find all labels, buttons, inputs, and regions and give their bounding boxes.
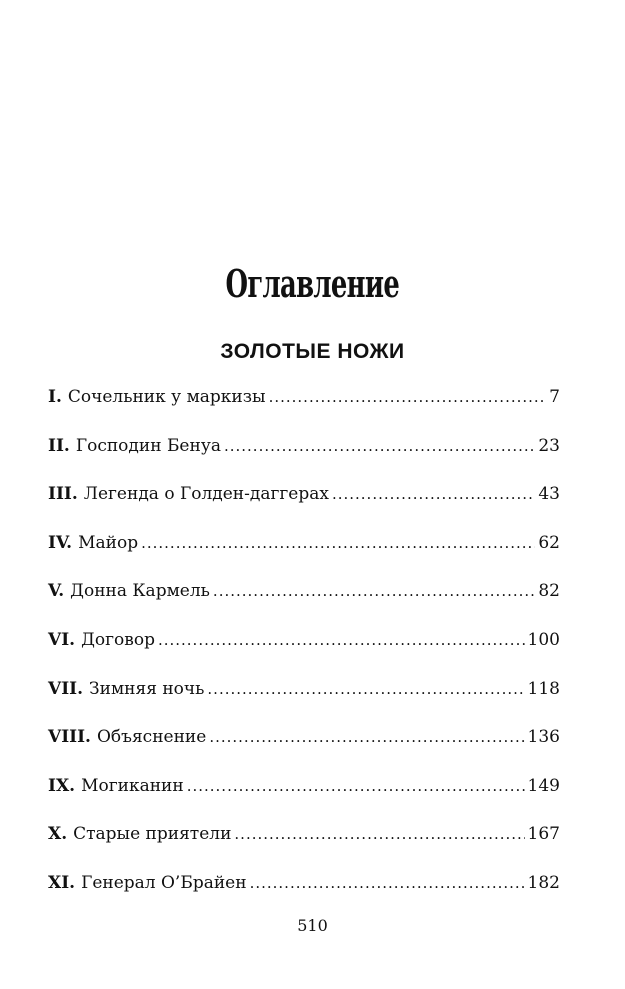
section-title: ЗОЛОТЫЕ НОЖИ	[220, 340, 405, 363]
dot-leader	[158, 624, 525, 656]
dot-leader	[187, 770, 525, 802]
chapter-page: 182	[527, 872, 560, 893]
chapter-title: Объяснение	[96, 727, 207, 748]
dot-leader	[141, 527, 535, 559]
chapter-title: Сочельник у маркизы	[67, 387, 266, 407]
chapter-number: II.	[48, 435, 70, 456]
chapter-page: 136	[527, 727, 560, 748]
chapter-number: XI.	[48, 872, 76, 893]
toc-entry[interactable]	[48, 673, 560, 722]
chapter-number: IV.	[48, 532, 73, 553]
chapter-page: 149	[527, 775, 560, 796]
toc-entry[interactable]	[48, 624, 560, 673]
chapter-number: I.	[48, 387, 62, 407]
page-title: Оглавление	[225, 261, 400, 306]
dot-leader	[213, 575, 535, 607]
chapter-page: 167	[527, 824, 560, 845]
chapter-page: 100	[527, 629, 560, 650]
toc-entry[interactable]	[48, 818, 560, 867]
dot-leader	[207, 673, 524, 705]
chapter-number: III.	[48, 484, 78, 505]
chapter-number: VI.	[48, 629, 76, 650]
chapter-number: X.	[48, 824, 68, 845]
toc-entry[interactable]	[48, 527, 560, 576]
dot-leader	[269, 381, 547, 413]
toc-entry[interactable]	[48, 478, 560, 527]
chapter-title: Договор	[81, 629, 155, 650]
toc-entry[interactable]	[48, 721, 560, 770]
chapter-title: Легенда о Голден-даггерах	[83, 484, 329, 505]
dot-leader	[332, 478, 535, 510]
chapter-page: 23	[538, 435, 560, 456]
chapter-title: Старые приятели	[73, 824, 232, 845]
dot-leader	[224, 430, 535, 462]
chapter-title: Донна Кармель	[70, 581, 210, 602]
toc-entry[interactable]	[48, 381, 560, 430]
chapter-page: 82	[538, 581, 560, 602]
toc-entry[interactable]	[48, 770, 560, 819]
chapter-title: Генерал О’Брайен	[81, 872, 247, 893]
chapter-title: Зимняя ночь	[89, 678, 205, 699]
dot-leader	[234, 818, 524, 850]
chapter-page: 62	[538, 532, 560, 553]
toc-entry[interactable]	[48, 575, 560, 624]
dot-leader	[250, 867, 525, 899]
toc-entry[interactable]	[48, 430, 560, 479]
toc-entry[interactable]	[48, 867, 560, 916]
chapter-page: 43	[538, 484, 560, 505]
chapter-page: 7	[549, 387, 560, 407]
chapter-number: V.	[48, 581, 65, 602]
dot-leader	[209, 721, 524, 753]
chapter-number: VII.	[48, 678, 84, 699]
chapter-title: Господин Бенуа	[75, 435, 221, 456]
chapter-page: 118	[527, 678, 560, 699]
chapter-title: Майор	[78, 532, 139, 553]
chapter-number: VIII.	[48, 727, 91, 748]
chapter-number: IX.	[48, 775, 76, 796]
chapter-title: Могиканин	[81, 775, 184, 796]
table-of-contents	[48, 381, 560, 916]
page-number: 510	[297, 916, 328, 935]
